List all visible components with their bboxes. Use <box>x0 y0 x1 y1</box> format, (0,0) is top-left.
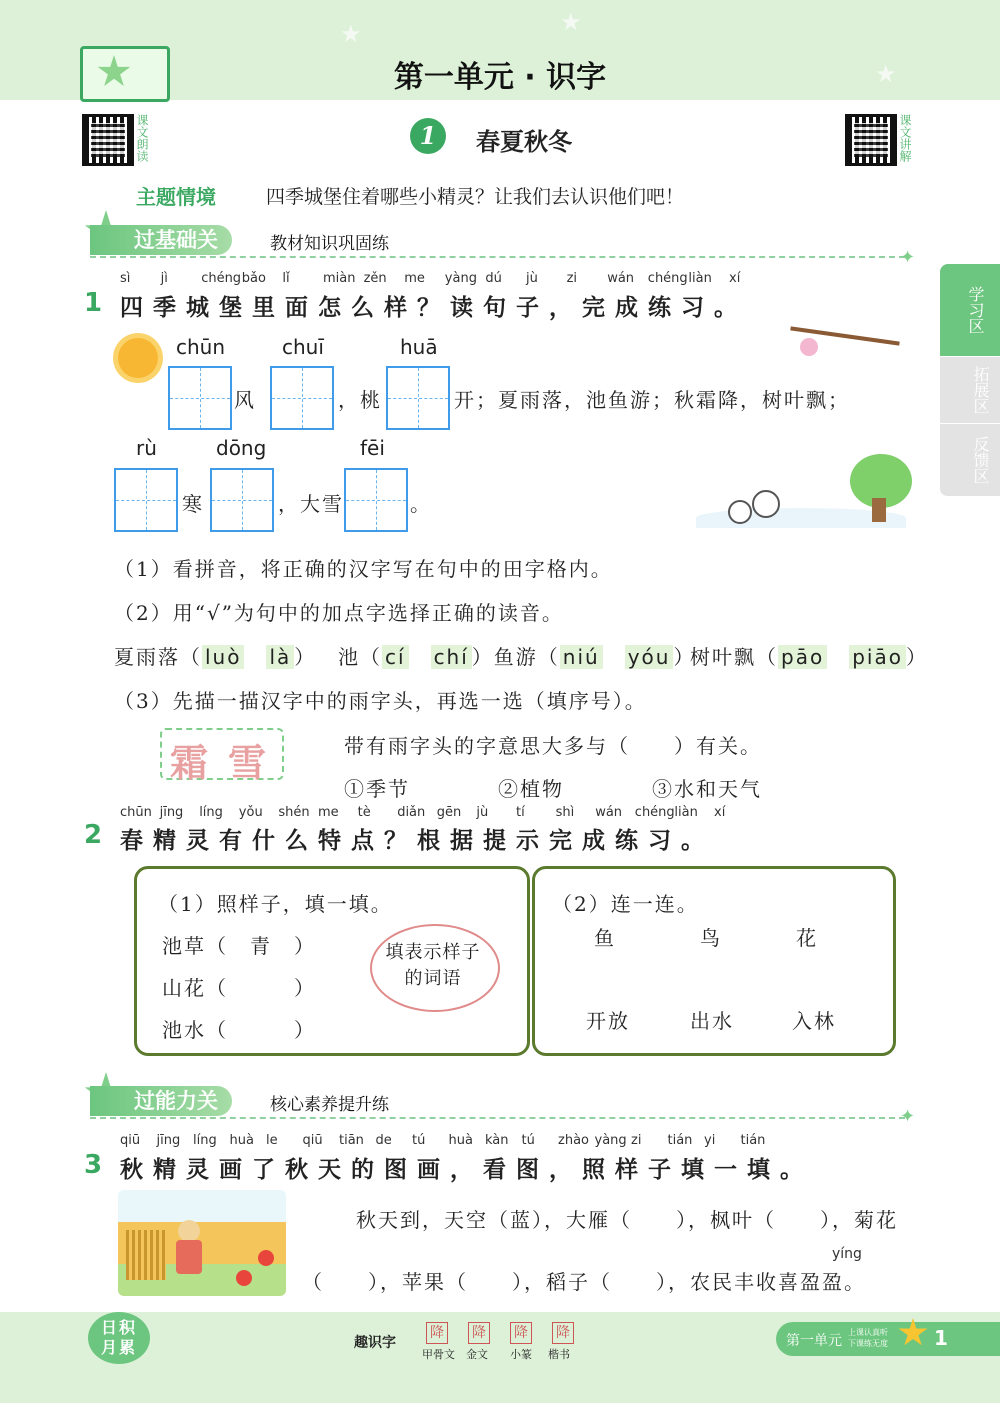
match-top-flower[interactable]: 花 <box>796 926 818 950</box>
trace-box <box>160 728 284 785</box>
choice1-opt-a[interactable]: luò <box>202 645 244 669</box>
choice1-opt-b[interactable]: là <box>266 645 294 669</box>
lesson-title: 春夏秋冬 <box>476 128 572 156</box>
pinyin-syllable: tú <box>412 1133 426 1148</box>
tianzige-box[interactable] <box>344 468 408 532</box>
choice3-opt-a[interactable]: niú <box>560 645 603 669</box>
blossom-icon <box>800 338 818 356</box>
footer-slogan-2: 下课练无度 <box>848 1339 888 1348</box>
hint-bubble-text: 填表示样子的词语 <box>385 942 481 989</box>
unit-title: 第一单元 · 识字 <box>393 60 607 95</box>
script-name-oracle: 甲骨文 <box>422 1348 455 1361</box>
q1-question: 四季城堡里面怎么样？读句子，完成练习。 <box>120 294 747 321</box>
qr-right-label: 课文讲解 <box>898 114 912 162</box>
pinyin-chui: chuī <box>282 335 324 359</box>
star-icon: ★ <box>560 8 582 36</box>
pinyin-syllable: dú <box>485 271 502 286</box>
pinyin-syllable: liàn <box>688 271 712 286</box>
match-bottom-open[interactable]: 开放 <box>586 1009 630 1033</box>
autumn-picture <box>118 1190 286 1296</box>
choice4-opt-b[interactable]: piāo <box>849 645 906 669</box>
tianzige-box[interactable] <box>168 366 232 430</box>
tianzige-box[interactable] <box>114 468 178 532</box>
pinyin-syllable: qiū <box>120 1133 141 1148</box>
pinyin-syllable: tè <box>357 805 371 820</box>
pinyin-syllable: diǎn <box>397 805 426 820</box>
q2-row-1[interactable]: 池草（ 青 ） <box>162 934 316 958</box>
match-bottom-water[interactable]: 出水 <box>690 1009 734 1033</box>
page-number: 1 <box>934 1326 948 1350</box>
pinyin-syllable: le <box>266 1133 278 1148</box>
tab-extend-area[interactable]: 拓展区 <box>940 357 1000 424</box>
pinyin-syllable: chéng <box>647 271 688 286</box>
footer-slogan-1: 上课认真听 <box>848 1328 888 1337</box>
script-oracle: 降 <box>426 1322 448 1344</box>
fun-label: 趣识字 <box>354 1335 396 1351</box>
theme-label: 主题情境 <box>136 185 216 209</box>
text-wind: 风 <box>234 388 256 412</box>
pinyin-syllable: jīng <box>156 1133 181 1148</box>
choice4-opt-a[interactable]: pāo <box>778 645 827 669</box>
pinyin-syllable: sì <box>120 271 131 286</box>
tab-study-area[interactable]: 学习区 <box>940 264 1000 357</box>
q2-left-title: （1）照样子，填一填。 <box>158 892 393 916</box>
pinyin-dong: dōng <box>216 436 267 460</box>
q2-row-3[interactable]: 池水（ ） <box>162 1018 316 1042</box>
pinyin-fei: fēi <box>360 436 385 460</box>
choice-row: 树叶飘（ pāo piāo ） <box>690 645 928 669</box>
sparkle-icon: ✦ <box>900 247 916 268</box>
pinyin-syllable: jīng <box>159 805 184 820</box>
pinyin-hua: huā <box>400 335 438 359</box>
q2-number: 2 <box>84 820 103 850</box>
divider <box>90 256 905 258</box>
pinyin-syllable: líng <box>193 1133 217 1148</box>
script-regular: 降 <box>552 1322 574 1344</box>
pinyin-syllable: xí <box>714 805 726 820</box>
section-basic-title: 过基础关 <box>90 225 232 255</box>
lesson-number: 1 <box>410 118 446 154</box>
pinyin-syllable: chéng <box>201 271 242 286</box>
pinyin-syllable: huà <box>229 1133 254 1148</box>
script-name-bronze: 金文 <box>466 1348 488 1361</box>
script-bronze: 降 <box>468 1322 490 1344</box>
script-evolution-row <box>426 1322 576 1342</box>
trace-char-xue[interactable]: 雪 <box>228 740 267 785</box>
pinyin-syllable: me <box>404 271 425 286</box>
pinyin-syllable: lǐ <box>282 271 290 286</box>
pinyin-syllable: yi <box>704 1133 716 1148</box>
choice-row: 池（ cí chí ）鱼游（ niú yóu ） <box>338 645 696 669</box>
star-icon: ★ <box>340 20 362 48</box>
theme-text: 四季城堡住着哪些小精灵？让我们去认识他们吧！ <box>266 186 685 208</box>
pinyin-ying: yíng <box>832 1246 862 1262</box>
q1-number: 1 <box>84 288 103 318</box>
pinyin-syllable: yàng <box>444 271 477 286</box>
choice2-opt-a[interactable]: cí <box>382 645 409 669</box>
daily-badge: 日积月累 <box>88 1312 150 1364</box>
q1-sub1: （1）看拼音，将正确的汉字写在句中的田字格内。 <box>114 557 613 581</box>
text-cold: 寒 <box>182 492 204 516</box>
choice-row: 夏雨落（ luò là ） <box>114 645 317 669</box>
girl-icon <box>178 1220 200 1242</box>
pinyin-syllable: tián <box>667 1133 693 1148</box>
tianzige-box[interactable] <box>210 468 274 532</box>
q1-sub2: （2）用“√”为句中的加点字选择正确的读音。 <box>114 601 564 625</box>
q3-question: 秋精灵画了秋天的图画，看图，照样子填一填。 <box>120 1156 813 1183</box>
pinyin-syllable: tú <box>521 1133 535 1148</box>
qr-code-left[interactable] <box>82 114 134 166</box>
pinyin-syllable: shén <box>278 805 310 820</box>
q3-number: 3 <box>84 1150 103 1180</box>
pinyin-syllable: qiū <box>302 1133 323 1148</box>
tianzige-box[interactable] <box>386 366 450 430</box>
q3-line1: 秋天到，天空（蓝），大雁（ ），枫叶（ ），菊花 <box>356 1208 898 1232</box>
section-ability-subtitle: 核心素养提升练 <box>270 1095 389 1115</box>
text-snow: ，大雪 <box>278 492 344 516</box>
script-name-regular: 楷书 <box>548 1348 570 1361</box>
apple-icon <box>258 1250 274 1266</box>
pinyin-syllable: jì <box>160 271 168 286</box>
pinyin-syllable: tí <box>516 805 525 820</box>
pinyin-syllable: jù <box>526 271 538 286</box>
section-basic-subtitle: 教材知识巩固练 <box>270 234 389 254</box>
text-end: 。 <box>410 492 432 516</box>
choice3-opt-b[interactable]: yóu <box>625 645 674 669</box>
script-name-seal: 小篆 <box>510 1348 532 1361</box>
q2-right-title: （2）连一连。 <box>552 892 699 916</box>
pinyin-syllable: chéng <box>634 805 675 820</box>
pinyin-syllable: shì <box>555 805 575 820</box>
pinyin-syllable: wán <box>607 271 635 286</box>
choice2-word: 池 <box>338 645 360 669</box>
pinyin-syllable: gēn <box>436 805 462 820</box>
match-bottom-forest[interactable]: 入林 <box>792 1009 836 1033</box>
pinyin-syllable: chūn <box>120 805 152 820</box>
q1-sub3-question: 带有雨字头的字意思大多与（ ）有关。 <box>344 734 762 758</box>
pinyin-syllable: huà <box>448 1133 473 1148</box>
sparkle-icon: ✦ <box>900 1106 916 1127</box>
girl-body <box>176 1240 202 1274</box>
apple-icon <box>236 1270 252 1286</box>
pinyin-syllable: kàn <box>485 1133 509 1148</box>
pinyin-syllable: de <box>375 1133 392 1148</box>
rice-icon <box>126 1230 166 1280</box>
pinyin-chun: chūn <box>176 335 226 359</box>
choice4-word: 树叶飘 <box>690 645 756 669</box>
pinyin-syllable: miàn <box>323 271 356 286</box>
pinyin-syllable: liàn <box>674 805 698 820</box>
divider <box>90 1117 905 1119</box>
tab-feedback-area[interactable]: 反馈区 <box>940 424 1000 497</box>
pinyin-syllable: zi <box>631 1133 642 1148</box>
match-top-fish[interactable]: 鱼 <box>594 926 616 950</box>
choice2-opt-b[interactable]: chí <box>431 645 472 669</box>
pinyin-syllable: wán <box>595 805 623 820</box>
pinyin-syllable: tián <box>740 1133 766 1148</box>
pinyin-syllable: xí <box>729 271 741 286</box>
q2-question: 春精灵有什么特点？根据提示完成练习。 <box>120 827 714 854</box>
q2-pinyin-row <box>120 805 760 823</box>
qr-left-label: 课文朗读 <box>135 114 149 162</box>
text-peach: ，桃 <box>338 388 382 412</box>
q3-line2: （ ），苹果（ ），稻子（ ），农民丰收喜盈盈。 <box>302 1270 866 1294</box>
pinyin-syllable: zi <box>566 271 578 286</box>
pinyin-syllable: yǒu <box>238 805 263 820</box>
option-2[interactable]: ②植物 <box>498 777 564 801</box>
option-3[interactable]: ③水和天气 <box>652 777 762 801</box>
text-seasons: 开；夏雨落，池鱼游；秋霜降，树叶飘； <box>454 388 850 412</box>
trace-char-shuang[interactable]: 霜 <box>170 740 209 785</box>
star-icon: ★ <box>875 60 897 88</box>
q3-pinyin-row <box>120 1133 780 1151</box>
script-seal: 降 <box>510 1322 532 1344</box>
snowman-icon <box>752 490 780 518</box>
pinyin-syllable: tiān <box>339 1133 364 1148</box>
pinyin-syllable: zhào <box>558 1133 589 1148</box>
pinyin-syllable: bǎo <box>241 271 266 286</box>
q1-pinyin-row <box>120 271 770 289</box>
pinyin-syllable: líng <box>199 805 223 820</box>
section-ability-title: 过能力关 <box>90 1086 232 1116</box>
pinyin-syllable: me <box>318 805 339 820</box>
tianzige-box[interactable] <box>270 366 334 430</box>
pinyin-ru: rù <box>136 436 157 460</box>
pinyin-syllable: zěn <box>363 271 387 286</box>
qr-code-right[interactable] <box>845 114 897 166</box>
footer-unit: 第一单元 <box>786 1333 842 1349</box>
pinyin-syllable: jù <box>476 805 489 820</box>
sun-icon <box>118 338 158 378</box>
q2-row-2[interactable]: 山花（ ） <box>162 976 316 1000</box>
match-top-bird[interactable]: 鸟 <box>700 926 722 950</box>
option-1[interactable]: ①季节 <box>344 777 410 801</box>
choice1-word: 夏雨落 <box>114 645 180 669</box>
pinyin-syllable: yàng <box>594 1133 627 1148</box>
snowman-icon <box>728 500 752 524</box>
q1-sub3: （3）先描一描汉字中的雨字头，再选一选（填序号）。 <box>114 689 647 713</box>
choice3-word: 鱼游 <box>493 645 538 669</box>
tree-trunk <box>872 498 886 522</box>
